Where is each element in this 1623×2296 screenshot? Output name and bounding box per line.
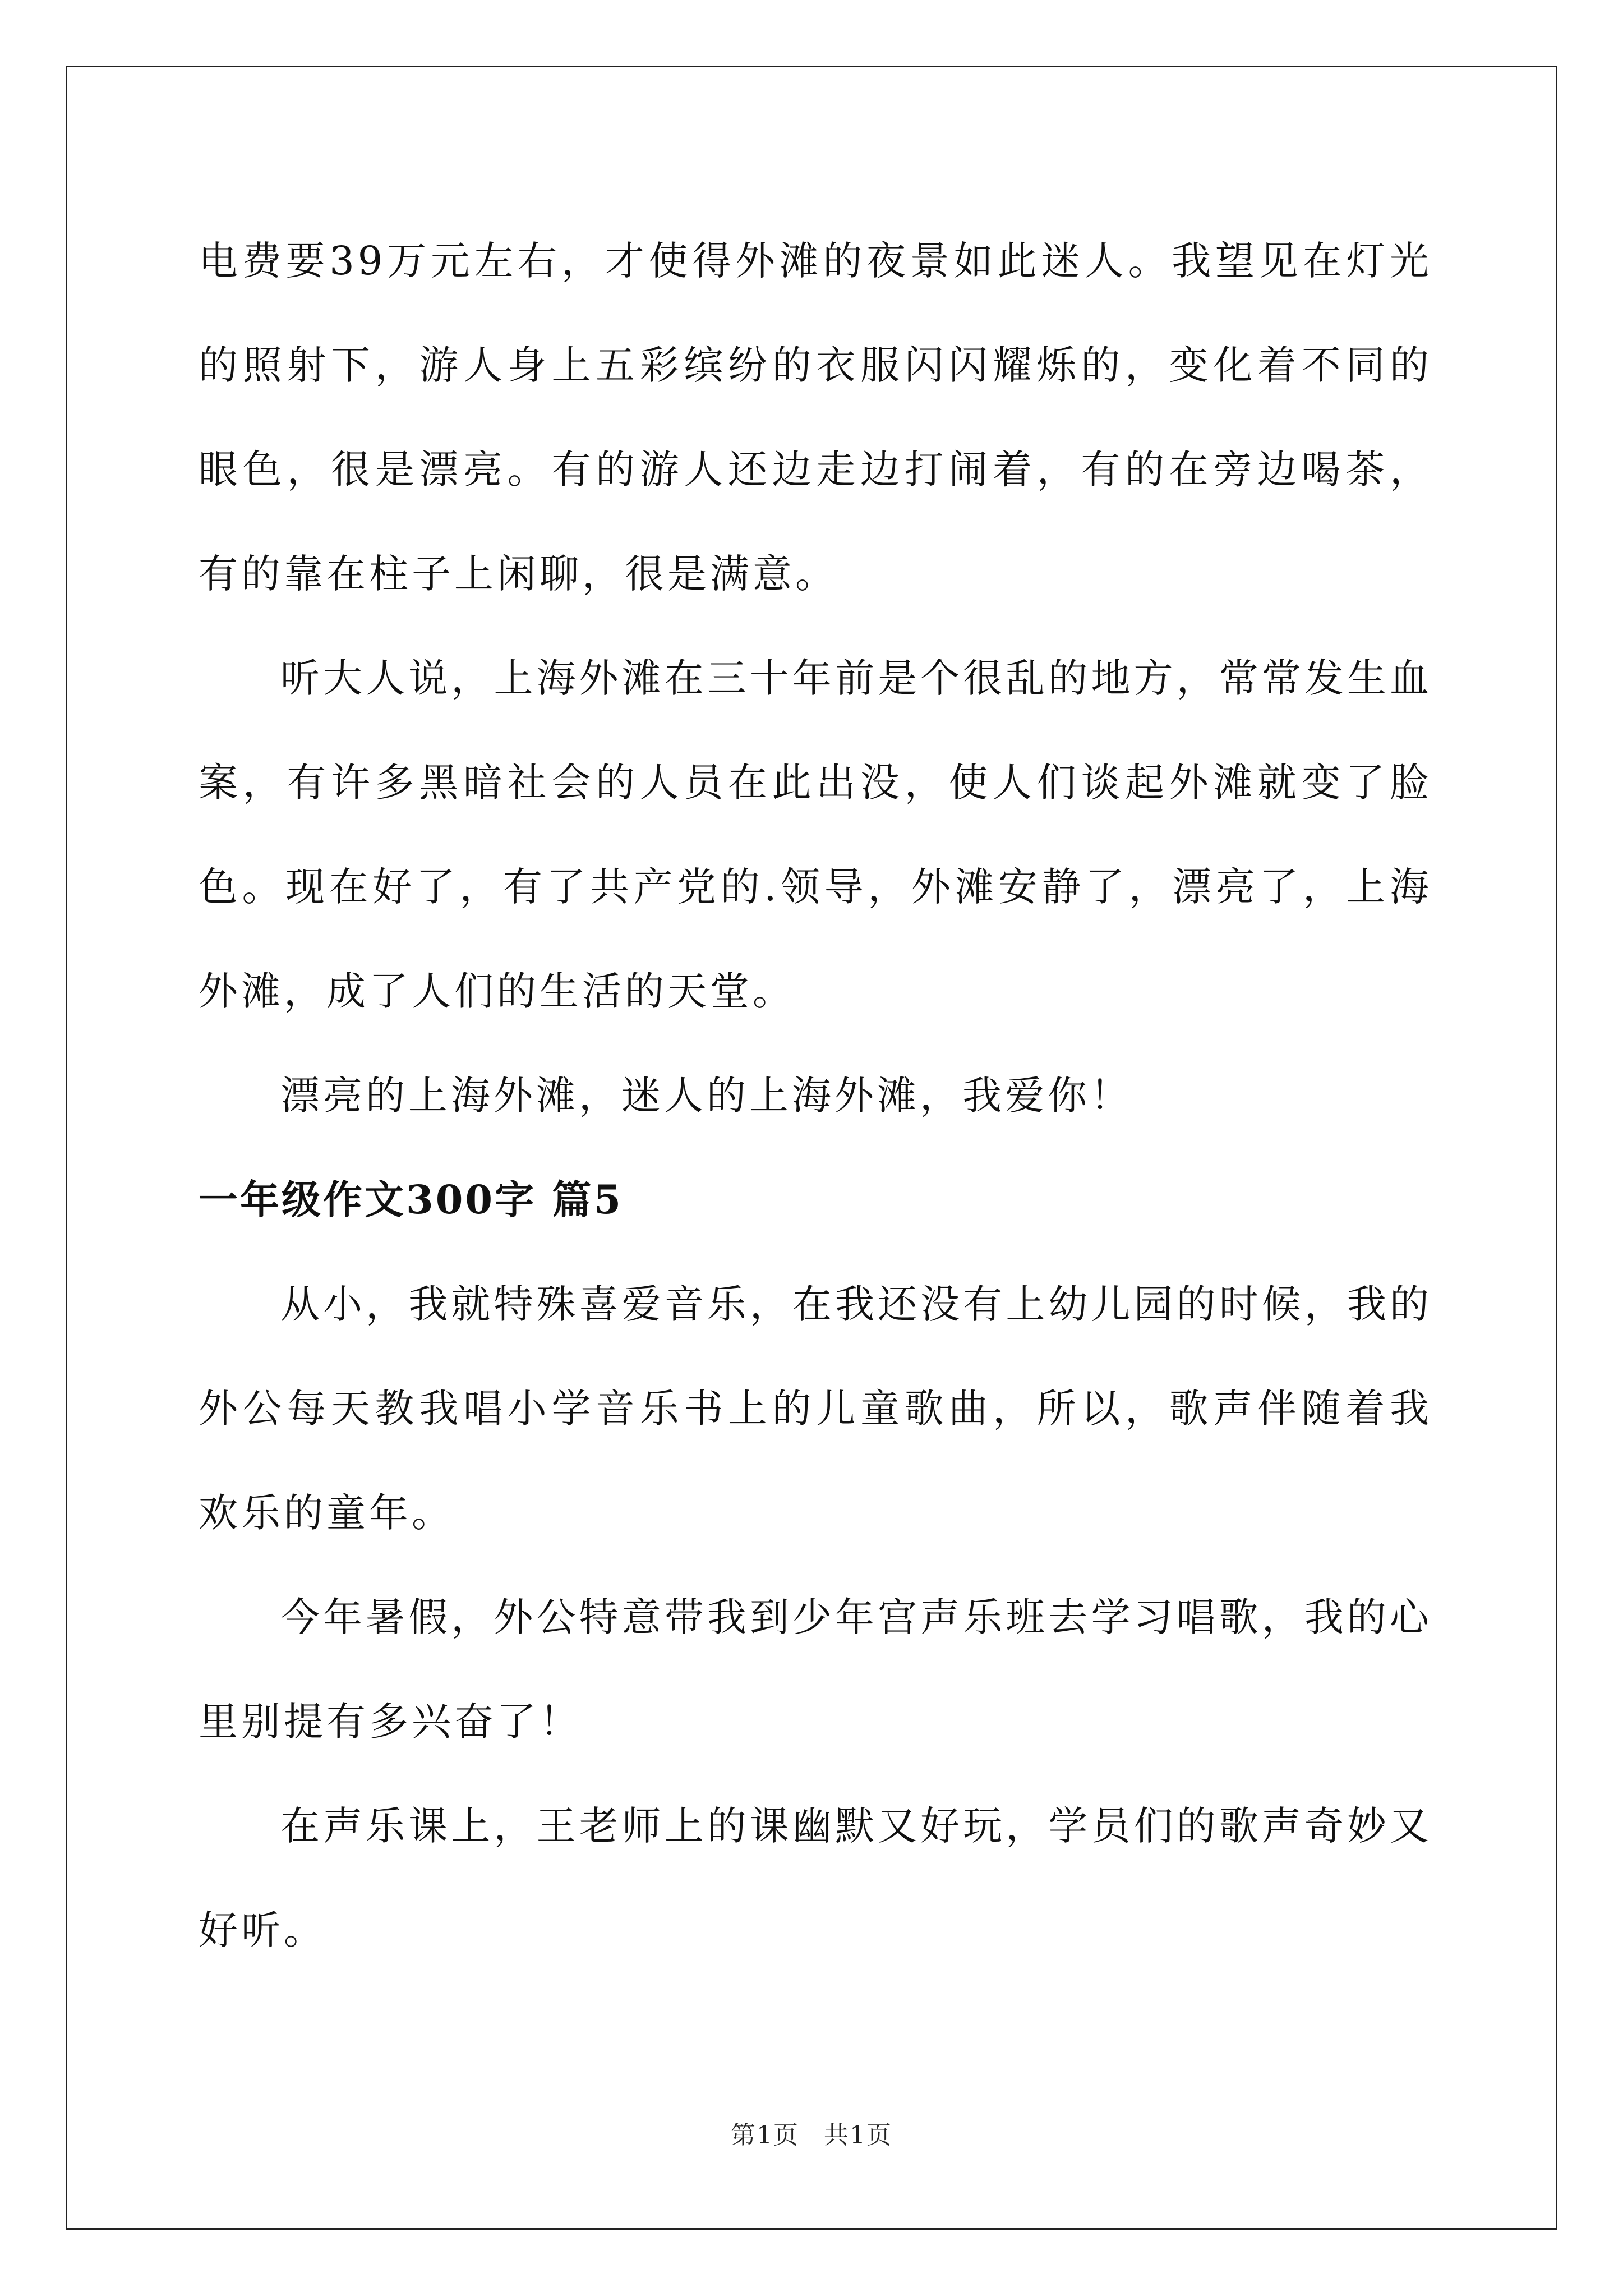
page-footer [0,2115,1623,2151]
page-total: 共1页 [824,2121,892,2150]
section-heading: 一年级作文300字 篇5 [199,1176,624,1223]
page-number: 第1页 [731,2121,799,2150]
paragraph-childhood-music: 从小，我就特殊喜爱音乐，在我还没有上幼儿园的时候，我的外公每天教我唱小学音乐书上的儿童歌曲，所以，歌声伴随着我欢乐的童年。 [199,1281,1432,1536]
document-body [199,209,1432,1982]
paragraph-night-scene: 电费要39万元左右，才使得外滩的夜景如此迷人。我望见在灯光的照射下，游人身上五彩缤纷的衣服闪闪耀烁的，变化着不同的眼色，很是漂亮。有的游人还边走边打闹着，有的在旁边喝茶，有的靠在柱子上闲聊，很是满意。 [199,238,1432,597]
paragraph-bund-history: 听大人说，上海外滩在三十年前是个很乱的地方，常常发生血案，有许多黑暗社会的人员在此出没，使人们谈起外滩就变了脸色。现在好了，有了共产党的.领导，外滩安静了，漂亮了，上海外滩，成了人们的生活的天堂。 [199,655,1432,1014]
paragraph-bund-love: 漂亮的上海外滩，迷人的上海外滩，我爱你！ [280,1073,1133,1119]
paragraph-summer-class: 今年暑假，外公特意带我到少年宫声乐班去学习唱歌，我的心里别提有多兴奋了！ [199,1594,1432,1745]
paragraph-vocal-lesson: 在声乐课上，王老师上的课幽默又好玩，学员们的歌声奇妙又好听。 [199,1803,1432,1953]
